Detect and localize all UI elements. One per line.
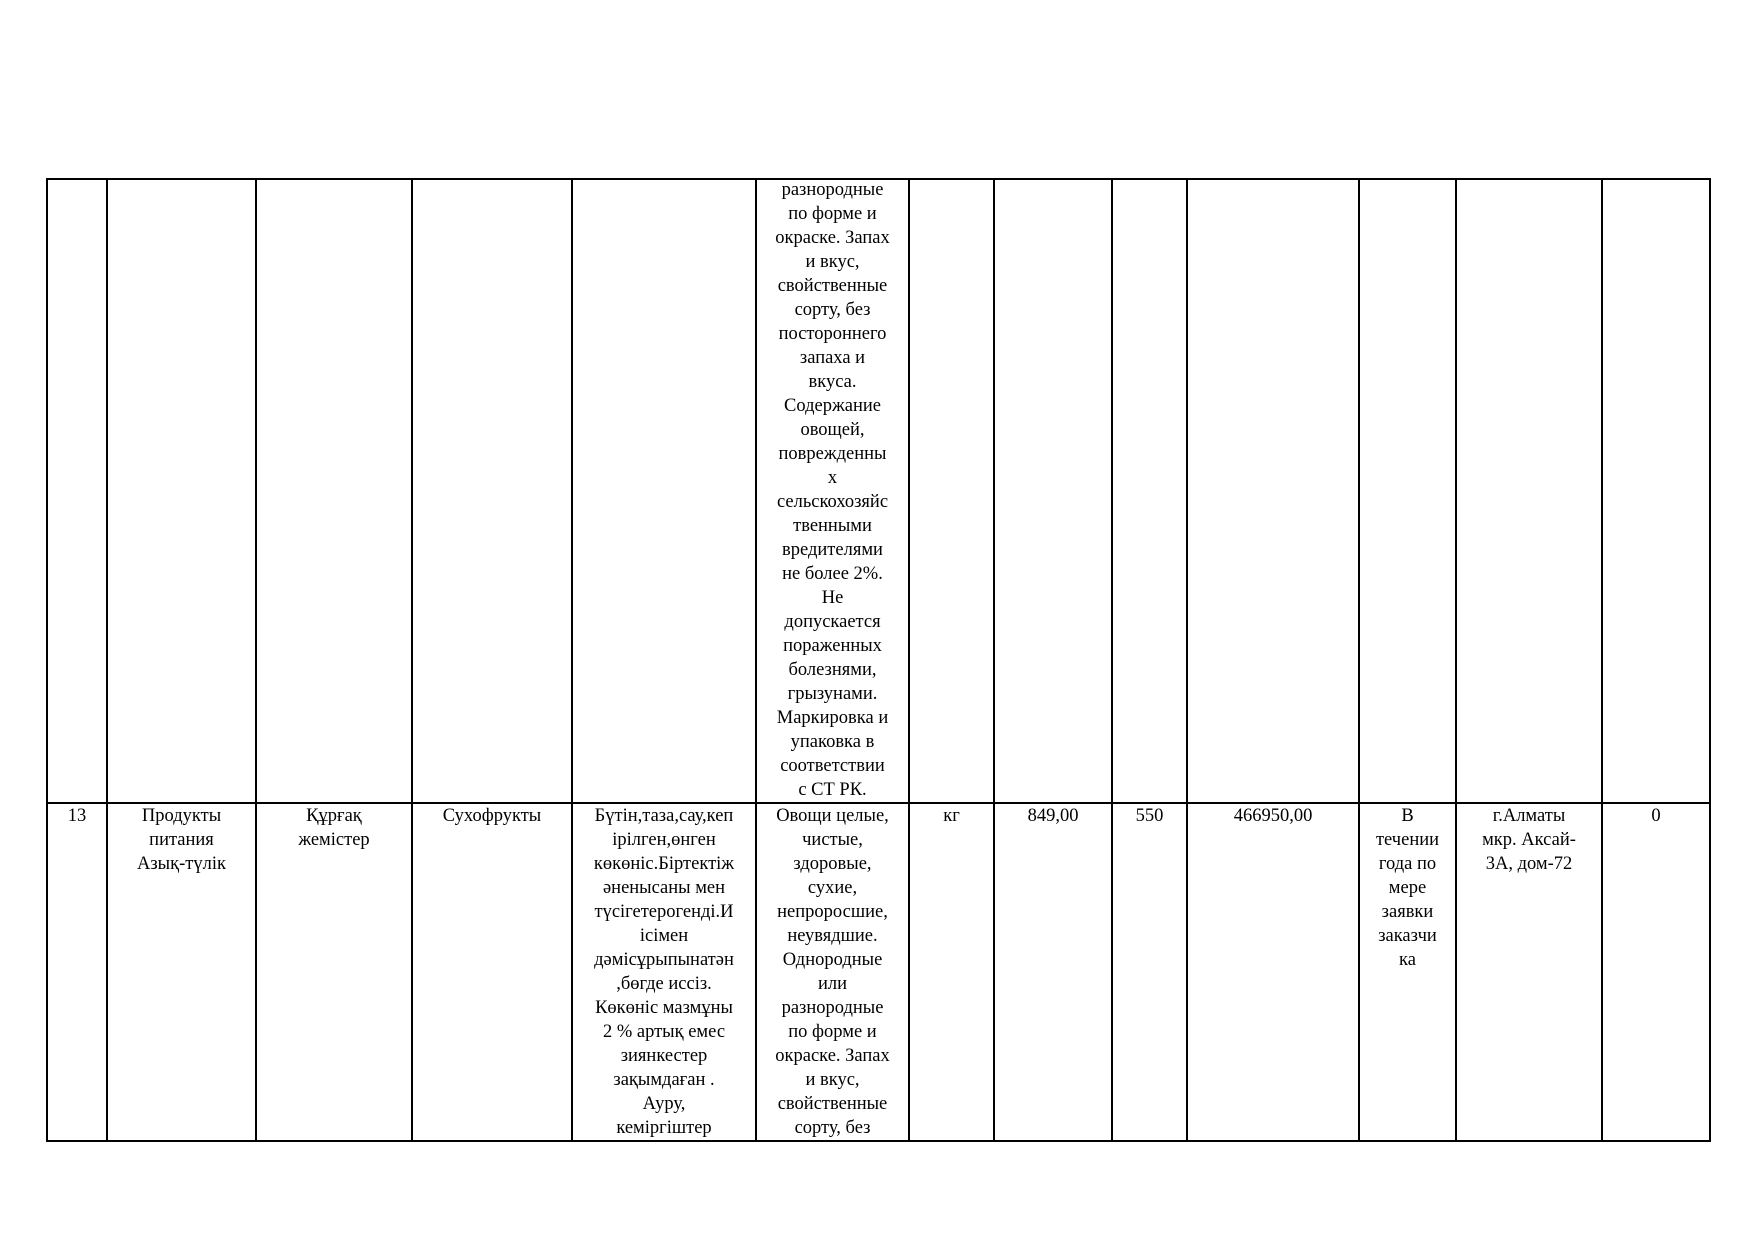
cell-text: В течении года по мере заявки заказчи ка xyxy=(1375,806,1440,970)
cell-sum xyxy=(1187,179,1359,803)
cell-spec-ru xyxy=(756,803,909,1141)
cell-text: 550 xyxy=(1135,806,1164,826)
cell-delivery-place xyxy=(1456,803,1602,1141)
cell-text: 466950,00 xyxy=(1233,806,1313,826)
cell-text: Продукты питания Азық-түлік xyxy=(137,806,226,874)
procurement-table xyxy=(46,178,1711,1142)
cell-unit xyxy=(909,803,994,1141)
cell-text: 849,00 xyxy=(1027,806,1079,826)
cell-quantity xyxy=(1112,803,1187,1141)
cell-price xyxy=(994,803,1112,1141)
cell-text: кг xyxy=(943,806,960,826)
cell-advance xyxy=(1602,803,1710,1141)
cell-name-kz xyxy=(256,803,412,1141)
cell-spec-kz xyxy=(572,803,756,1141)
cell-spec-ru xyxy=(756,179,909,803)
cell-quantity xyxy=(1112,179,1187,803)
cell-text: Бүтін,таза,сау,кеп ірілген,өнген көкөніс.Біртектіж әненысаны мен түсігетерогенді.И ісімен дәмісұрыпынатән ,бөгде иссіз. Көкөніс мазмұны 2 % артық емес зиянкестер зақымдаған . Ауру, кеміргіштер xyxy=(593,806,735,1138)
cell-text: разнородные по форме и окраске. Запах и вкус, свойственные сорту, без постороннего запаха и вкуса. Содержание овощей, поврежденны х сельскохозяйс твенными вредителями не более 2%. Не допускается пораженных болезнями, грызунами. Маркировка и упаковка в соответствии с СТ РК. xyxy=(775,180,890,800)
cell-number xyxy=(47,803,107,1141)
cell-unit xyxy=(909,179,994,803)
cell-text: Овощи целые, чистые, здоровые, сухие, непроросшие, неувядшие. Однородные или разнородные по форме и окраске. Запах и вкус, свойственные сорту, без xyxy=(775,806,890,1138)
cell-text: г.Алматы мкр. Аксай- 3А, дом-72 xyxy=(1482,806,1576,874)
cell-text: Құрғақ жемістер xyxy=(298,806,370,850)
cell-number xyxy=(47,179,107,803)
cell-price xyxy=(994,179,1112,803)
cell-spec-kz xyxy=(572,179,756,803)
cell-sum xyxy=(1187,803,1359,1141)
cell-delivery-term xyxy=(1359,803,1456,1141)
cell-text: Сухофрукты xyxy=(442,806,542,826)
cell-category xyxy=(107,179,256,803)
cell-text: 13 xyxy=(67,806,87,826)
table-row xyxy=(47,179,1710,803)
cell-name-ru xyxy=(412,803,572,1141)
cell-advance xyxy=(1602,179,1710,803)
cell-name-ru xyxy=(412,179,572,803)
cell-category xyxy=(107,803,256,1141)
cell-delivery-term xyxy=(1359,179,1456,803)
table-row xyxy=(47,803,1710,1141)
cell-name-kz xyxy=(256,179,412,803)
cell-text: 0 xyxy=(1651,806,1661,826)
cell-delivery-place xyxy=(1456,179,1602,803)
